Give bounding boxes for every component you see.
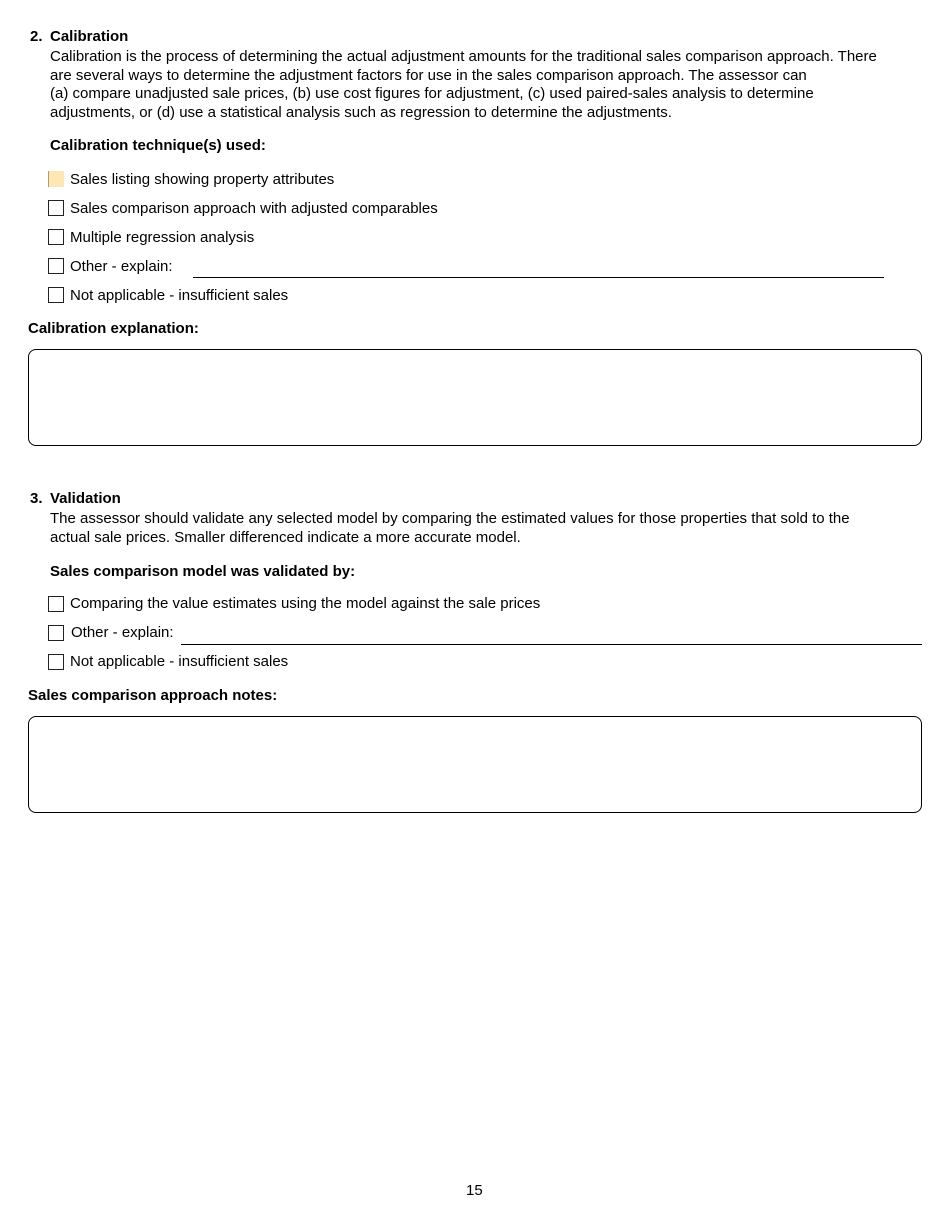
sales-comparison-notes-textarea[interactable] <box>28 716 922 813</box>
calibration-description-line: (a) compare unadjusted sale prices, (b) use cost figures for adjustment, (c) used paired-sales analysis to determine <box>50 85 814 102</box>
checkbox-calibration-other[interactable] <box>48 258 64 274</box>
calibration-explanation-textarea[interactable] <box>28 349 922 446</box>
checkbox-comparing-value-estimates[interactable] <box>48 596 64 612</box>
validation-title: Validation <box>50 490 121 507</box>
page-number: 15 <box>466 1182 483 1199</box>
validation-other-explain-input[interactable] <box>181 644 922 645</box>
checkbox-label-validation-other: Other - explain: <box>71 624 174 641</box>
calibration-techniques-heading: Calibration technique(s) used: <box>50 137 266 154</box>
checkbox-label-sales-comparison-adjusted: Sales comparison approach with adjusted comparables <box>70 200 438 217</box>
validation-description-line: actual sale prices. Smaller differenced indicate a more accurate model. <box>50 528 521 546</box>
calibration-explanation-label: Calibration explanation: <box>28 320 199 337</box>
validation-description-line: The assessor should validate any selected model by comparing the estimated values for those properties that sold to the <box>50 510 850 527</box>
checkbox-label-comparing-value-estimates: Comparing the value estimates using the model against the sale prices <box>70 595 541 612</box>
checkbox-label-validation-not-applicable: Not applicable - insufficient sales <box>70 653 289 670</box>
calibration-description <box>50 48 877 122</box>
checkbox-sales-comparison-adjusted[interactable] <box>48 200 64 216</box>
validation-description <box>50 510 850 547</box>
checkbox-label-multiple-regression: Multiple regression analysis <box>70 229 255 246</box>
checkbox-label-sales-listing: Sales listing showing property attributes <box>70 171 335 188</box>
calibration-description-line: Calibration is the process of determining the actual adjustment amounts for the traditional sales comparison approach. There <box>50 48 877 65</box>
calibration-description-line: adjustments, or (d) use a statistical analysis such as regression to determine the adjustments. <box>50 103 672 121</box>
sales-comparison-notes-label: Sales comparison approach notes: <box>28 687 278 704</box>
checkbox-validation-not-applicable[interactable] <box>48 654 64 670</box>
checkbox-sales-listing[interactable] <box>48 171 64 187</box>
checkbox-label-calibration-not-applicable: Not applicable - insufficient sales <box>70 287 289 304</box>
validation-section-number: 3. <box>30 490 43 507</box>
calibration-other-explain-input[interactable] <box>193 277 884 278</box>
checkbox-label-calibration-other: Other - explain: <box>70 258 173 275</box>
checkbox-validation-other[interactable] <box>48 625 64 641</box>
validation-heading: Sales comparison model was validated by: <box>50 563 356 580</box>
calibration-section-number: 2. <box>30 28 43 45</box>
checkbox-calibration-not-applicable[interactable] <box>48 287 64 303</box>
checkbox-multiple-regression[interactable] <box>48 229 64 245</box>
calibration-title: Calibration <box>50 28 129 45</box>
calibration-description-line: are several ways to determine the adjustment factors for use in the sales comparison approach. The assessor can <box>50 66 807 84</box>
